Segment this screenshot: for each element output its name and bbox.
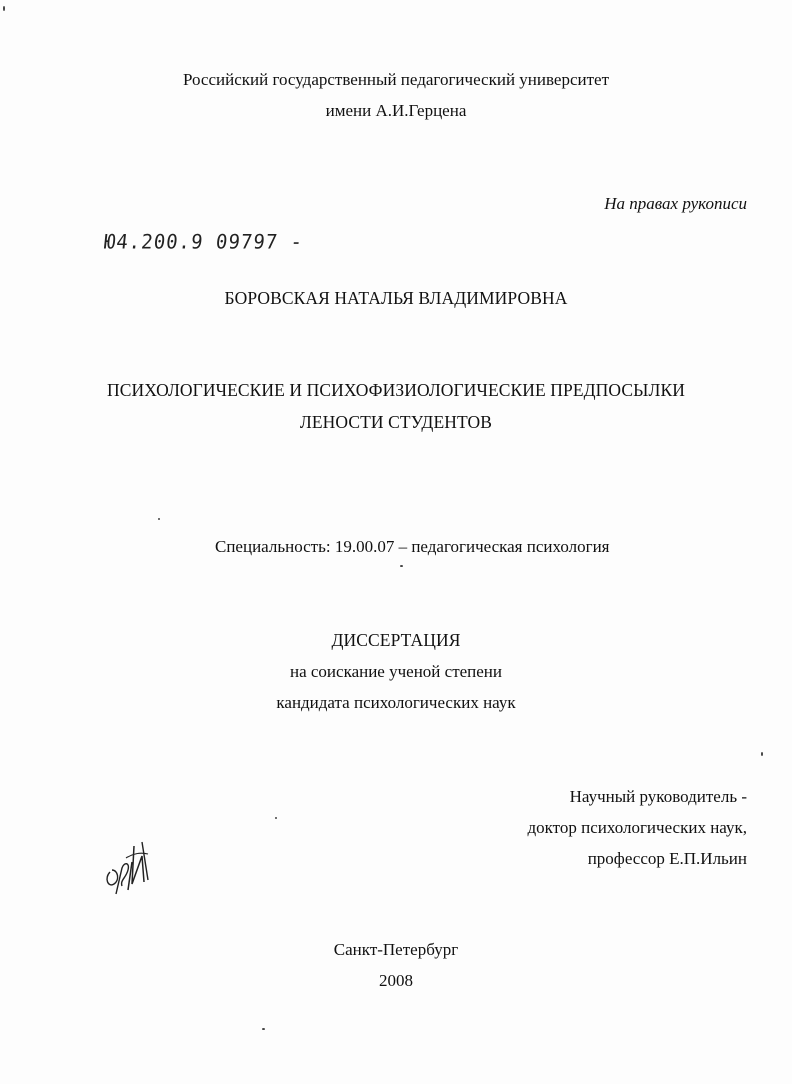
scan-speck (400, 565, 403, 567)
handwritten-signature (102, 832, 162, 900)
degree-purpose: на соискание ученой степени (289, 662, 503, 681)
university-name: Российский государственный педагогический университет (182, 70, 610, 89)
dissertation-title-line-1: ПСИХОЛОГИЧЕСКИЕ И ПСИХОФИЗИОЛОГИЧЕСКИЕ ПРЕДПОСЫЛКИ (106, 380, 685, 400)
scan-speck (3, 6, 5, 11)
specialty: Специальность: 19.00.07 – педагогическая психология (215, 537, 610, 556)
supervisor-title: доктор психологических наук, (527, 818, 747, 837)
author-name: БОРОВСКАЯ НАТАЛЬЯ ВЛАДИМИРОВНА (224, 288, 568, 308)
scan-speck (275, 817, 277, 819)
city: Санкт-Петербург (333, 940, 459, 959)
scan-speck (262, 1028, 265, 1030)
supervisor-role: Научный руководитель - (569, 787, 747, 806)
scan-speck (761, 752, 763, 756)
document-type: ДИССЕРТАЦИЯ (331, 630, 461, 650)
degree-name: кандидата психологических наук (276, 693, 516, 712)
registration-stamp: Ю4.200.9 09797 - (102, 230, 305, 254)
supervisor-name: профессор Е.П.Ильин (587, 849, 747, 868)
university-dedication: имени А.И.Герцена (325, 101, 467, 120)
year: 2008 (379, 971, 413, 990)
manuscript-note: На правах рукописи (604, 194, 747, 213)
scan-speck (158, 518, 160, 520)
dissertation-title-line-2: ЛЕНОСТИ СТУДЕНТОВ (299, 412, 493, 432)
